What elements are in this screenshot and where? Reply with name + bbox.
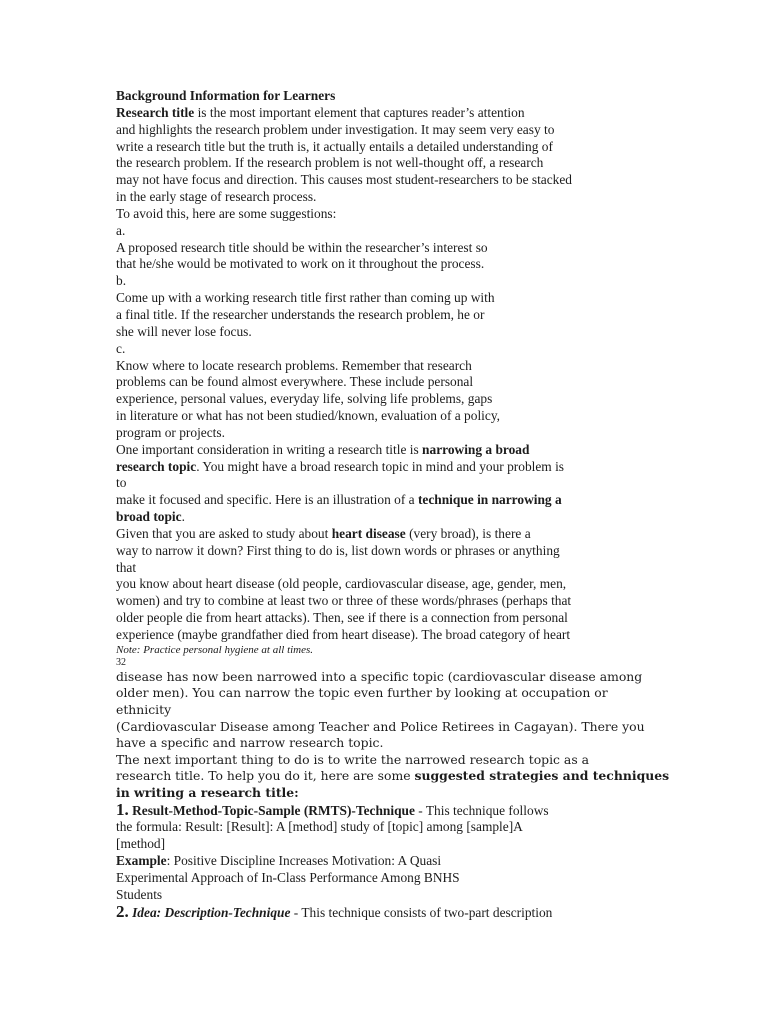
body-line bbox=[116, 442, 656, 459]
text-run: make it focused and specific. Here is an illustration of a bbox=[116, 492, 418, 508]
technique-number: 1. bbox=[116, 799, 129, 819]
text-run: - This technique follows bbox=[414, 802, 549, 818]
continuation-paragraph bbox=[116, 668, 670, 802]
text-run: - This technique consists of two-part description bbox=[290, 904, 553, 920]
list-item-line: A proposed research title should be within the researcher’s interest so bbox=[116, 239, 488, 255]
intro-line: To avoid this, here are some suggestions: bbox=[116, 205, 337, 221]
body-line: older people die from heart attacks). Then, see if there is a connection from personal bbox=[116, 610, 568, 626]
intro-paragraph bbox=[116, 105, 656, 223]
emphasis: narrowing a broad bbox=[422, 441, 530, 457]
narrowing-paragraph bbox=[116, 442, 656, 644]
body-line: to bbox=[116, 475, 127, 491]
technique-name: Result-Method-Topic-Sample (RMTS)-Technique bbox=[128, 802, 415, 818]
list-marker: b. bbox=[116, 273, 127, 289]
text-run: Given that you are asked to study about bbox=[116, 525, 332, 541]
body-line bbox=[116, 509, 656, 526]
emphasis: broad topic bbox=[116, 509, 182, 525]
suggestion-c bbox=[116, 341, 656, 442]
example-line: Experimental Approach of In-Class Performance Among BNHS bbox=[116, 869, 460, 885]
page-number: 32 bbox=[116, 656, 126, 668]
body-line bbox=[116, 768, 670, 785]
list-item-line: she will never lose focus. bbox=[116, 323, 252, 339]
text-run: : Positive Discipline Increases Motivation: A Quasi bbox=[166, 853, 442, 869]
intro-line: the research problem. If the research problem is not well-thought off, a research bbox=[116, 155, 544, 171]
emphasis: technique in narrowing a bbox=[417, 492, 562, 508]
list-item-line: Know where to locate research problems. Remember that research bbox=[116, 357, 472, 373]
technique-number: 2. bbox=[116, 901, 129, 921]
list-item-line: that he/she would be motivated to work on it throughout the process. bbox=[116, 256, 485, 272]
intro-line: and highlights the research problem under investigation. It may seem very easy to bbox=[116, 121, 555, 137]
text-run: research title. To help you do it, here are some bbox=[116, 768, 415, 784]
body-line: disease has now been narrowed into a specific topic (cardiovascular disease among bbox=[116, 668, 643, 684]
example-line: Students bbox=[116, 886, 163, 902]
body-line: you know about heart disease (old people, cardiovascular disease, age, gender, men, bbox=[116, 576, 567, 592]
intro-line bbox=[116, 105, 656, 122]
intro-line: in the early stage of research process. bbox=[116, 189, 317, 205]
list-item-line: in literature or what has not been studied/known, evaluation of a policy, bbox=[116, 408, 501, 424]
list-item-line: Come up with a working research title first rather than coming up with bbox=[116, 290, 495, 306]
list-item-line: problems can be found almost everywhere. These include personal bbox=[116, 374, 474, 390]
list-marker: a. bbox=[116, 222, 126, 238]
body-line: women) and try to combine at least two or three of these words/phrases (perhaps that bbox=[116, 593, 572, 609]
body-line: that bbox=[116, 559, 137, 575]
footer-note: Note: Practice personal hygiene at all times. bbox=[116, 643, 314, 656]
list-marker: c. bbox=[116, 340, 126, 356]
body-line: older men). You can narrow the topic even further by looking at occupation or bbox=[116, 685, 608, 701]
intro-line-text: is the most important element that captures reader’s attention bbox=[194, 104, 525, 120]
document-page bbox=[116, 88, 670, 922]
body-line bbox=[116, 492, 656, 509]
text-run: . You might have a broad research topic in mind and your problem is bbox=[196, 458, 564, 474]
list-item-line: program or projects. bbox=[116, 424, 225, 440]
text-run: . bbox=[181, 509, 185, 525]
list-item-line: experience, personal values, everyday life, solving life problems, gaps bbox=[116, 391, 493, 407]
suggestion-b bbox=[116, 273, 656, 340]
body-line: have a specific and narrow research topic. bbox=[116, 735, 384, 751]
body-line: the formula: Result: [Result]: A [method] study of [topic] among [sample]A bbox=[116, 819, 523, 835]
intro-line: write a research title but the truth is, it actually entails a detailed understanding of bbox=[116, 138, 553, 154]
body-line bbox=[116, 459, 656, 476]
list-item-line: a final title. If the researcher understands the research problem, he or bbox=[116, 306, 485, 322]
emphasis: suggested strategies and techniques bbox=[414, 768, 670, 784]
body-line: experience (maybe grandfather died from heart disease). The broad category of heart bbox=[116, 627, 571, 642]
body-line: [method] bbox=[116, 836, 166, 852]
technique-heading bbox=[116, 901, 656, 922]
body-line: (Cardiovascular Disease among Teacher and Police Retirees in Cagayan). There you bbox=[116, 718, 645, 734]
technique-heading bbox=[116, 799, 656, 820]
emphasis: heart disease bbox=[331, 525, 406, 541]
body-line bbox=[116, 526, 656, 543]
emphasis: research topic bbox=[116, 458, 197, 474]
suggestion-a bbox=[116, 223, 656, 274]
example-line bbox=[116, 853, 656, 870]
section-heading: Background Information for Learners bbox=[116, 88, 336, 103]
body-line: way to narrow it down? First thing to do is, list down words or phrases or anything bbox=[116, 542, 560, 558]
body-line: in writing a research title: bbox=[116, 785, 299, 800]
technique-1 bbox=[116, 799, 656, 904]
body-line: The next important thing to do is to write the narrowed research topic as a bbox=[116, 751, 589, 767]
intro-line: may not have focus and direction. This causes most student-researchers to be stacked bbox=[116, 172, 573, 188]
technique-2 bbox=[116, 901, 656, 922]
text-run: One important consideration in writing a research title is bbox=[116, 441, 423, 457]
text-run: (very broad), is there a bbox=[405, 525, 531, 541]
research-title-term: Research title bbox=[116, 104, 195, 120]
body-line: ethnicity bbox=[116, 702, 172, 718]
example-label: Example bbox=[116, 853, 167, 869]
technique-name: Idea: Description-Technique bbox=[128, 904, 291, 920]
